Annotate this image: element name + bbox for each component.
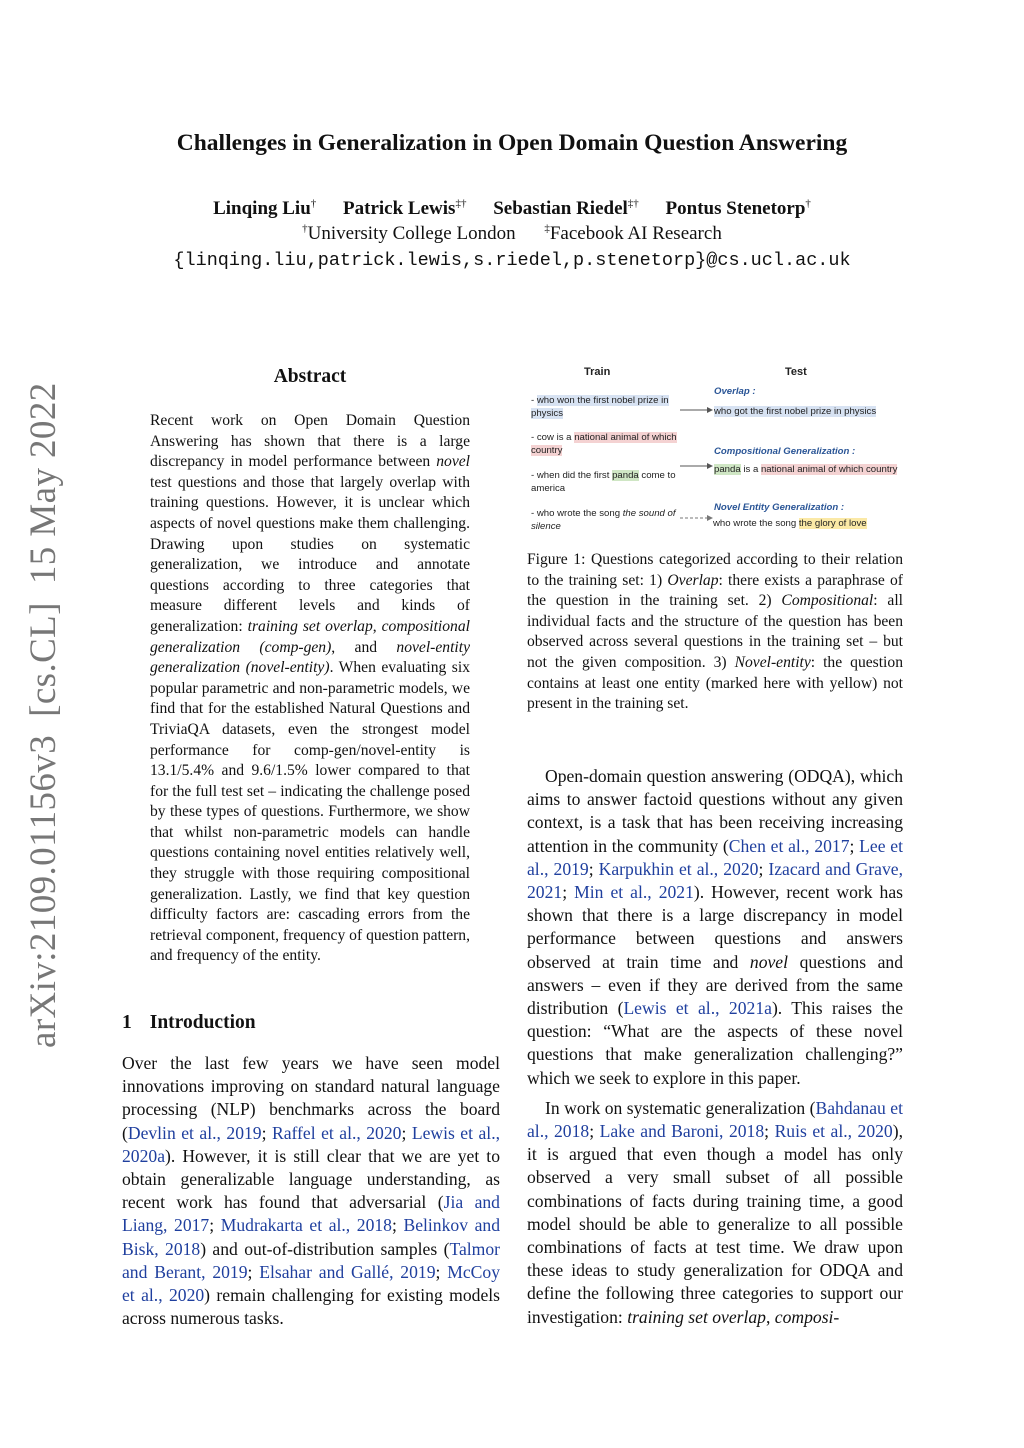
citation-link[interactable]: Mudrakarta et al., 2018 <box>220 1215 392 1236</box>
citation-link[interactable]: Jia and Liang, 2017 <box>122 1192 500 1236</box>
affiliation: †University College London <box>302 223 516 245</box>
author: Patrick Lewis‡† <box>343 198 467 220</box>
citation-link[interactable]: Lewis et al., 2020a <box>122 1122 500 1166</box>
citation-link[interactable]: Talmor and Berant, 2019 <box>122 1238 500 1282</box>
citation-link[interactable]: Lewis et al., 2021a <box>623 998 772 1019</box>
citation-link[interactable]: Belinkov and Bisk, 2018 <box>122 1215 500 1259</box>
category-label: Novel Entity Generalization : <box>714 502 845 513</box>
citation-link[interactable]: Bahdanau et al., 2018 <box>527 1097 903 1142</box>
test-question: panda is a national animal of which country <box>714 464 898 475</box>
train-question: - when did the first panda come to america <box>531 470 676 494</box>
intro-paragraph: Open-domain question answering (ODQA), which aims to answer factoid questions without any given context, is a task that has been receiving increasing attention in the community (Chen et al., 2017; Lee et al., 2019; Karpukhin et al., 2020; Izacard and Grave, 2021; Min et al., 2021). However, recent work has shown that there is a large discrepancy in model performance between questions and answers observed at train time and novel questions and answers – even if they are derived from the same distribution (Lewis et al., 2021a). This raises the question: “What are the aspects of these novel questions that make generalization challenging?” which we seek to explore in this paper. <box>527 766 904 1088</box>
citation-link[interactable]: Min et al., 2021 <box>574 882 694 903</box>
category-label: Overlap : <box>714 386 756 397</box>
citation-link[interactable]: McCoy et al., 2020 <box>122 1261 500 1306</box>
train-question: - who won the first nobel prize in physics <box>531 395 669 419</box>
train-question: - cow is a national animal of which country <box>531 432 677 456</box>
category-label: Compositional Generalization : <box>714 446 856 457</box>
citation-link[interactable]: Lake and Baroni, 2018 <box>599 1121 765 1142</box>
abstract-body: Recent work on Open Domain Question Answering has shown that there is a large discrepancy in model performance between novel test questions and those that largely overlap with training questions. However, it is unclear which aspects of novel questions make them challenging. Drawing upon studies on systematic generalization, we introduce and annotate questions according to three categories that measure different levels and kinds of generalization: training set overlap, compositional generalization (comp-gen), and novel-entity generalization (novel-entity). When evaluating six popular parametric and non-parametric models, we find that for the established Natural Questions and TriviaQA datasets, even the strongest model performance for comp-gen/novel-entity is 13.1/5.4% and 9.6/1.5% lower compared to that for the full test set – indicating the challenge posed by these types of questions. Furthermore, we show that whilst non-parametric models can handle questions containing novel entities relatively well, they struggle with those requiring compositional generalization. Lastly, we find that key question difficulty factors are: cascading errors from the retrieval component, frequency of question pattern, and frequency of the entity. <box>150 412 470 965</box>
intro-right-column <box>527 765 903 1329</box>
arxiv-id: arXiv:2109.01156v3 <box>23 734 64 1048</box>
section-heading: 1 Introduction <box>122 1012 256 1033</box>
arxiv-stamp <box>22 382 65 1048</box>
arxiv-category: [cs.CL] <box>23 602 64 717</box>
figure-1 <box>527 360 905 540</box>
citation-link[interactable]: Chen et al., 2017 <box>728 835 850 856</box>
train-header: Train <box>584 366 611 378</box>
citation-link[interactable]: Raffel et al., 2020 <box>271 1122 402 1143</box>
abstract-heading: Abstract <box>273 366 347 387</box>
test-header: Test <box>785 366 807 378</box>
figure-caption: Figure 1: Questions categorized according to their relation to the training set: 1) Overlap: there exists a paraphrase of the question in the training set. 2) Compositional: all individual facts and the structure of the question has been observed across several questions in the training set – but not the given composition. 3) Novel-entity: the question contains at least one entity (marked here with yellow) not present in the training set. <box>527 551 904 713</box>
intro-paragraph: Over the last few years we have seen model innovations improving on standard natural language processing (NLP) benchmarks across the board (Devlin et al., 2019; Raffel et al., 2020; Lewis et al., 2020a). However, it is still clear that we are yet to obtain generalizable language understanding, as recent work has found that adversarial (Jia and Liang, 2017; Mudrakarta et al., 2018; Belinkov and Bisk, 2018) and out-of-distribution samples (Talmor and Berant, 2019; Elsahar and Gallé, 2019; McCoy et al., 2020) remain challenging for existing models across numerous tasks. <box>122 1053 500 1329</box>
author: Linqing Liu† <box>213 198 317 220</box>
author-list <box>0 198 1024 220</box>
author: Sebastian Riedel‡† <box>493 198 639 220</box>
paper-title: Challenges in Generalization in Open Domain Question Answering <box>176 130 848 156</box>
test-question: who got the first nobel prize in physics <box>714 406 877 417</box>
arxiv-date: 15 May 2022 <box>23 382 64 585</box>
intro-paragraph: In work on systematic generalization (Bahdanau et al., 2018; Lake and Baroni, 2018; Ruis et al., 2020), it is argued that even though a model has only observed a very small subset of all possible combinations of facts during training time, a good model should be able to generalize to all possible combinations of facts at test time. We draw upon these ideas to study generalization for ODQA and define the following three categories to support our investigation: training set overlap, composi- <box>527 1097 903 1327</box>
affiliations <box>0 223 1024 245</box>
test-question: who wrote the song the glory of love <box>713 518 867 529</box>
citation-link[interactable]: Elsahar and Gallé, 2019 <box>259 1261 436 1282</box>
citation-link[interactable]: Karpukhin et al., 2020 <box>598 858 759 879</box>
train-question: - who wrote the song the sound of silence <box>531 508 676 532</box>
citation-link[interactable]: Ruis et al., 2020 <box>774 1121 893 1142</box>
affiliation: ‡Facebook AI Research <box>544 223 722 245</box>
citation-link[interactable]: Lee et al., 2019 <box>527 835 903 879</box>
citation-link[interactable]: Devlin et al., 2019 <box>127 1122 262 1143</box>
author: Pontus Stenetorp† <box>665 198 811 220</box>
citation-link[interactable]: Izacard and Grave, 2021 <box>527 858 903 903</box>
author-emails: {linqing.liu,patrick.lewis,s.riedel,p.stenetorp}@cs.ucl.ac.uk <box>173 250 851 271</box>
